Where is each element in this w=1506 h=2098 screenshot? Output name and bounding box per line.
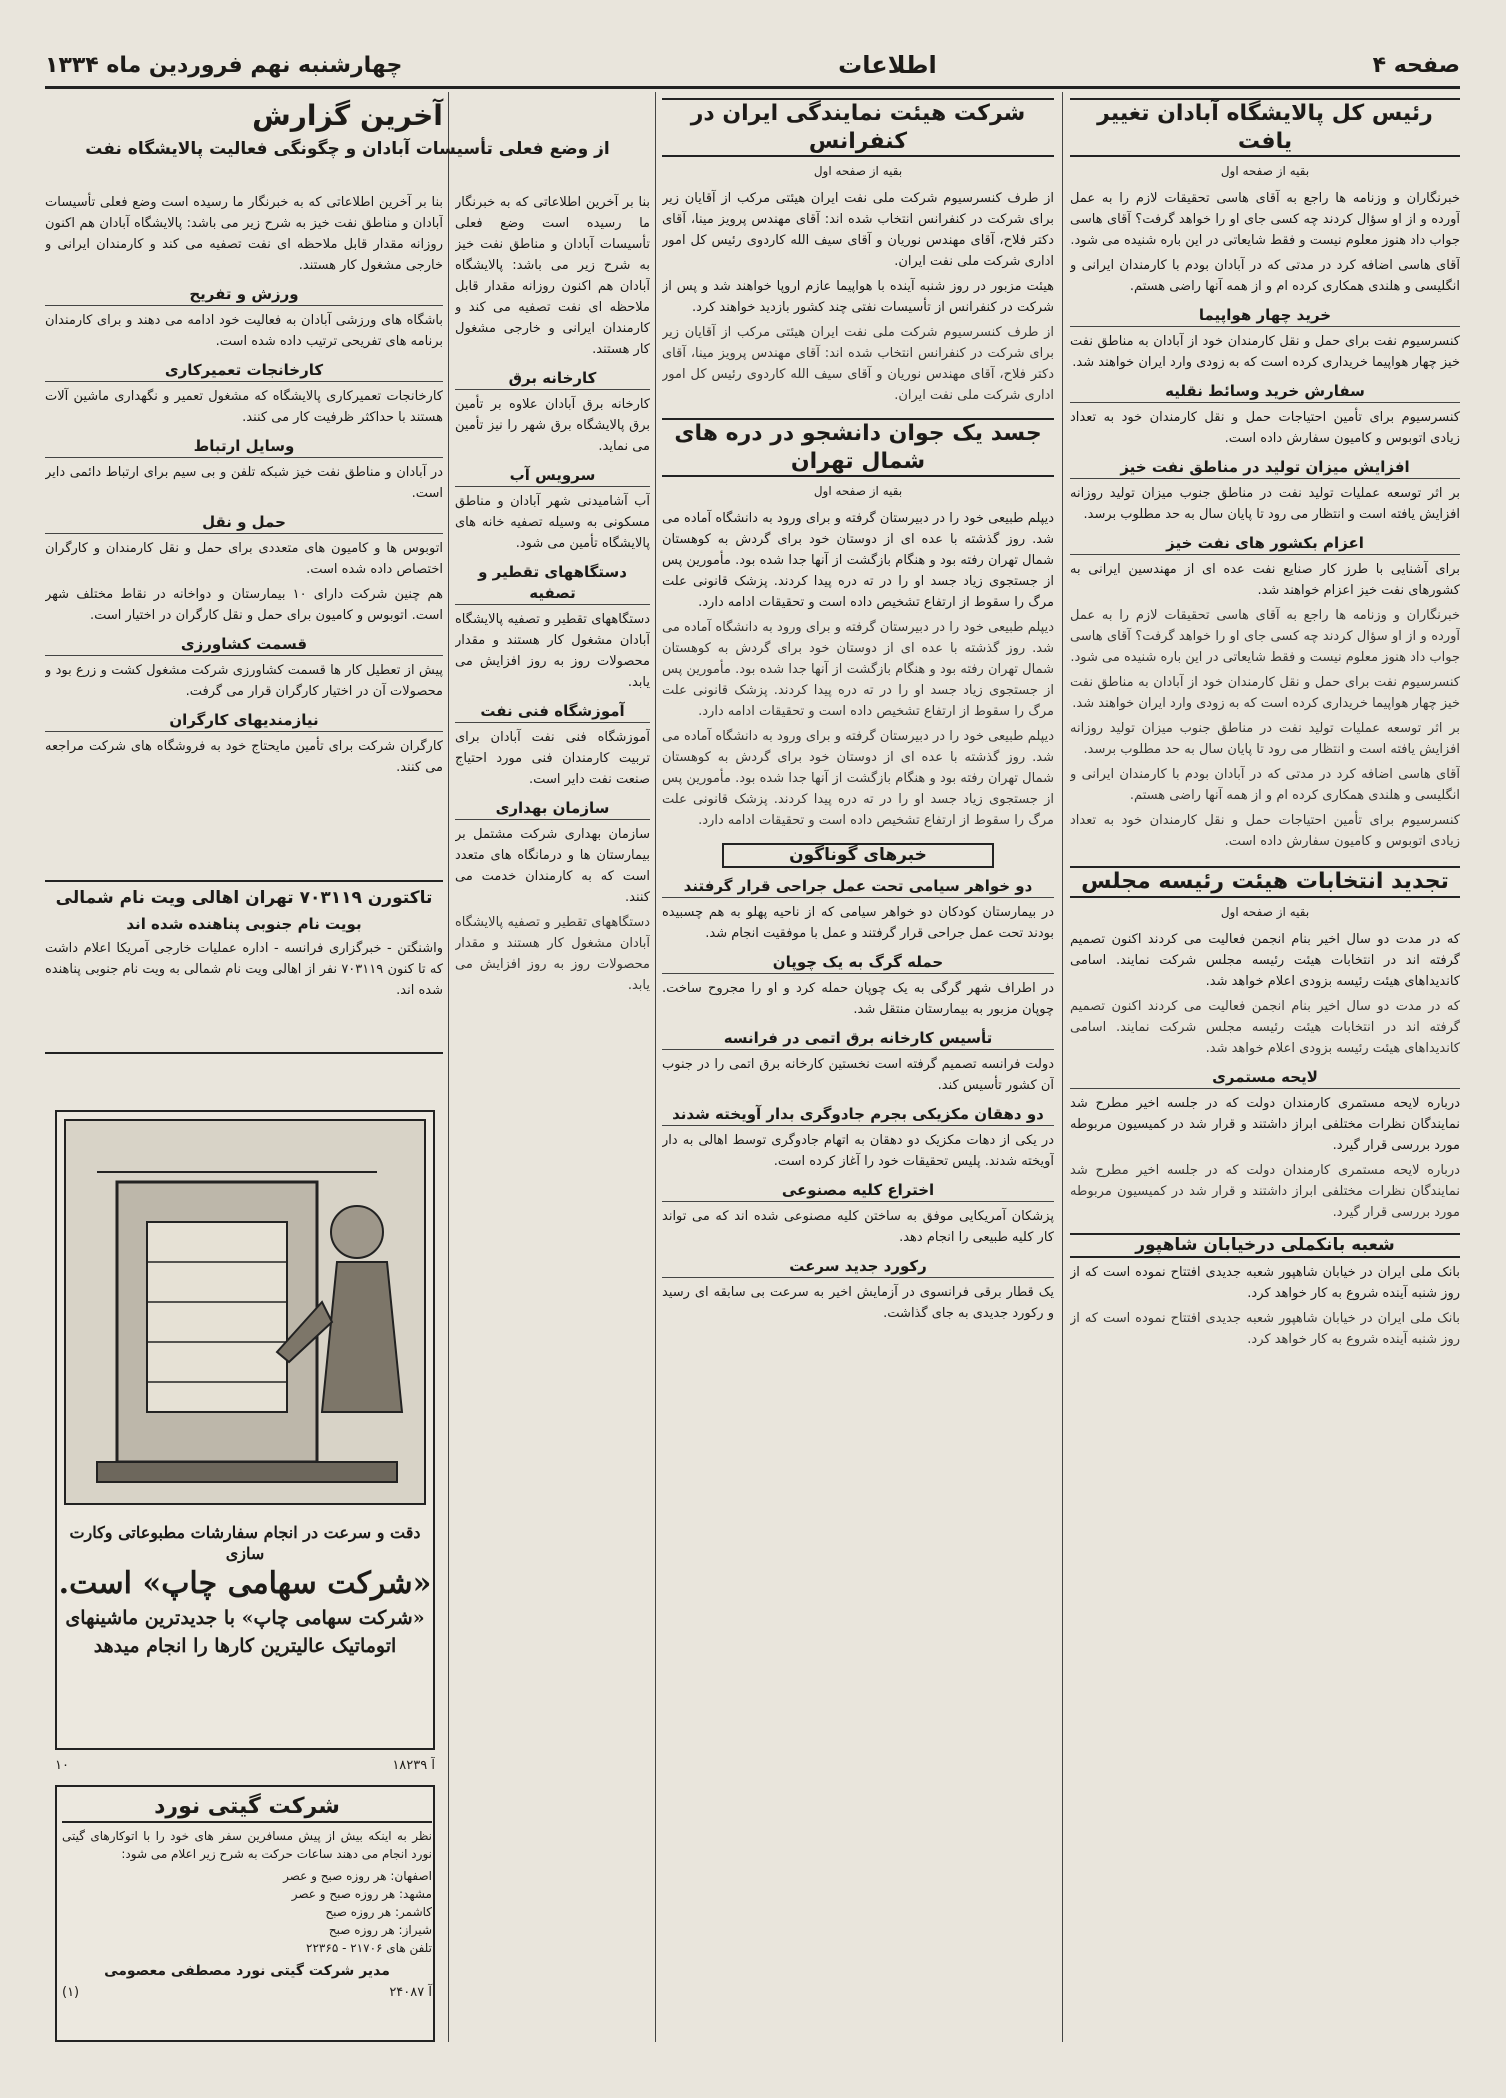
ad-code: آ ۱۸۲۳۹ xyxy=(392,1758,435,1773)
giti-navard-ad xyxy=(55,1785,435,2042)
article-text: در آبادان و مناطق نفت خیز شبکه تلفن و بی سیم برای ارتباط دائمی دایر است. xyxy=(45,465,443,501)
header-rule xyxy=(45,86,1460,89)
ad-text-block xyxy=(57,1516,433,1660)
ad-line: دقت و سرعت در انجام سفارشات مطبوعاتی وکارت سازی xyxy=(69,1523,421,1563)
article-text: از طرف کنسرسیوم شرکت ملی نفت ایران هیئتی مرکب از آقایان زیر برای شرکت در کنفرانس انتخاب شده اند: آقای مهندس پرویز مینا، آقای دکتر فلاح، آقای مهندس نوریان و آقای سیف الله کاردوی رئیس کل امور اداری شرکت ملی نفت ایران. xyxy=(662,191,1054,269)
article-text: که در مدت دو سال اخیر بنام انجمن فعالیت می کردند اکنون تصمیم گرفته اند در انتخابات هیئت رئیسه مجلس شرکت نمایند. اسامی کاندیداهای هیئت رئیسه بزودی اعلام خواهد شد. xyxy=(1070,931,1460,989)
article-text: دیپلم طبیعی خود را در دبیرستان گرفته و برای ورود به دانشگاه آماده می شد. روز گذشته با عده ای از دوستان خود برای گردش به کوهستان شمال تهران رفته بود و هنگام بازگشت از آنها جدا شده بود. مأمورین پس از جستجوی زیاد جسد او را در ته دره پیدا کردند. پزشک قانونی علت مرگ را سقوط از ارتفاع تشخیص داده است و تحقیقات ادامه دارد. xyxy=(662,729,1054,828)
article-headline: شعبه بانکملی درخیابان شاهپور xyxy=(1070,1233,1460,1258)
news-item-title: تأسیس کارخانه برق اتمی در فرانسه xyxy=(662,1028,1054,1050)
report-headline: آخرین گزارش xyxy=(252,99,443,132)
issue-date: چهارشنبه نهم فروردین ماه ۱۳۳۴ xyxy=(45,52,403,78)
column-divider xyxy=(448,92,449,2042)
news-item-title: اختراع کلیه مصنوعی xyxy=(662,1180,1054,1202)
section-heading: کارخانجات تعمیرکاری xyxy=(45,360,443,382)
ad-code-row xyxy=(55,1755,435,1779)
section-heading: قسمت کشاورزی xyxy=(45,634,443,656)
ad-line: «شرکت سهامی چاپ» با جدیدترین ماشینهای xyxy=(65,1607,425,1629)
article-text: که در مدت دو سال اخیر بنام انجمن فعالیت می کردند اکنون تصمیم گرفته اند در انتخابات هیئت رئیسه مجلس شرکت نمایند. اسامی کاندیداهای هیئت رئیسه بزودی اعلام خواهد شد. xyxy=(1070,998,1460,1056)
article-text: کنسرسیوم نفت برای حمل و نقل کارمندان خود از آبادان به مناطق نفت خیز چهار هواپیما خریداری کرده است که به زودی وارد ایران خواهند شد. xyxy=(1070,334,1460,370)
section-heading: خرید چهار هواپیما xyxy=(1070,305,1460,327)
article-text: برای آشنایی با طرز کار صنایع نفت عده ای از مهندسین ایرانی به کشورهای نفت خیز اعزام خواهند شد. xyxy=(1070,562,1460,598)
column-right xyxy=(1070,92,1460,2042)
article-text: باشگاه های ورزشی آبادان به فعالیت خود ادامه می دهند و برای کارمندان برنامه های تفریحی ترتیب داده شده است. xyxy=(45,313,443,349)
section-heading: اعزام بکشور های نفت خیز xyxy=(1070,533,1460,555)
news-item-title: دو خواهر سیامی تحت عمل جراحی قرار گرفتند xyxy=(662,876,1054,898)
article-text: آقای هاسی اضافه کرد در مدتی که در آبادان بودم با کارمندان ایرانی و انگلیسی و هلندی همکاری کرده ام و از همه آنها راضی هستم. xyxy=(1070,767,1460,803)
section-heading: لایحه مستمری xyxy=(1070,1067,1460,1089)
section-heading: افزایش میزان تولید در مناطق نفت خیز xyxy=(1070,457,1460,479)
article-headline: جسد یک جوان دانشجو در دره های شمال تهران xyxy=(662,418,1054,477)
article-text: کارگران شرکت برای تأمین مایحتاج خود به فروشگاه های شرکت مراجعه می کنند. xyxy=(45,739,443,775)
news-item-title: حمله گرگ به یک چوپان xyxy=(662,952,1054,974)
ad-text: نظر به اینکه بیش از پیش مسافرین سفر های خود را با اتوکارهای گیتی نورد انجام می دهند ساعات حرکت به شرح زیر اعلام می شود: xyxy=(62,1828,432,1861)
column-center-left xyxy=(455,192,650,2042)
ad-title: شرکت گیتی نورد xyxy=(62,1793,432,1823)
article-text: بر اثر توسعه عملیات تولید نفت در مناطق جنوب میزان تولید روزانه افزایش یافته است و انتظار می رود تا پایان سال به حد مطلوب برسد. xyxy=(1070,721,1460,757)
ad-signature: مدیر شرکت گیتی نورد مصطفی معصومی xyxy=(104,1962,390,1979)
column-divider xyxy=(655,92,656,2042)
section-heading: وسایل ارتباط xyxy=(45,436,443,458)
article-headline: تجدید انتخابات هیئت رئیسه مجلس xyxy=(1070,866,1460,898)
newspaper-name: اطلاعات xyxy=(838,51,937,79)
ad-code-row xyxy=(62,1982,432,2003)
news-item-text: یک قطار برقی فرانسوی در آزمایش اخیر به سرعت بی سابقه ای رسید و رکورد جدیدی به جای گذاشت. xyxy=(662,1285,1054,1322)
ad-text-block xyxy=(57,1787,437,2003)
column-center xyxy=(662,92,1054,2042)
article-text: بانک ملی ایران در خیابان شاهپور شعبه جدیدی افتتاح نموده است که از روز شنبه آینده شروع به کار خواهد کرد. xyxy=(1070,1310,1460,1347)
news-item-title: رکورد جدید سرعت xyxy=(662,1256,1054,1278)
section-heading: حمل و نقل xyxy=(45,512,443,534)
article-text: کارخانه برق آبادان علاوه بر تأمین برق پالایشگاه برق شهر را نیز تأمین می نماید. xyxy=(455,397,650,454)
news-item-title: دو دهقان مکزیکی بجرم جادوگری بدار آویخته شدند xyxy=(662,1104,1054,1126)
section-heading: آموزشگاه فنی نفت xyxy=(455,701,650,723)
article-continued: بقیه از صفحه اول xyxy=(813,164,903,178)
ad-line: اتوماتیک عالیترین کارها را انجام میدهد xyxy=(93,1635,397,1657)
ad-schedule-line: مشهد: هر روزه صبح و عصر xyxy=(291,1886,432,1901)
news-item-text: پزشکان آمریکایی موفق به ساختن کلیه مصنوعی شده اند که می تواند کار کلیه طبیعی را انجام دهد. xyxy=(662,1209,1054,1246)
printing-press-illustration xyxy=(57,1112,433,1512)
section-heading: کارخانه برق xyxy=(455,368,650,390)
article-text: هم چنین شرکت دارای ۱۰ بیمارستان و دواخانه در نقاط مختلف شهر است. اتوبوس و کامیون برای حمل و نقل کارگران در اختیار است. xyxy=(45,587,443,623)
article-text: خبرنگاران و وزنامه ها راجع به آقای هاسی تحقیقات لازم را به عمل آورده و از او سؤال کردند چه کسی جای او را خواهد گرفت؟ آقای هاسی جواب داد هنوز معلوم نیست و فقط شایعاتی در این باره شنیده می شود. xyxy=(1070,608,1460,665)
vietnam-news-box xyxy=(45,880,443,1054)
ad-phone-line: تلفن های ۲۱۷۰۶ - ۲۲۳۶۵ xyxy=(306,1940,432,1955)
column-left xyxy=(45,192,443,852)
section-heading: ورزش و تفریح xyxy=(45,284,443,306)
ad-number: (۱) xyxy=(62,1984,80,2000)
news-text: واشنگتن - خبرگزاری فرانسه - اداره عملیات خارجی آمریکا اعلام داشت که تا کنون ۷۰۳۱۱۹ نفر از اهالی ویت نام شمالی به ویت نام جنوبی پناهنده شده اند. xyxy=(45,941,443,998)
page-header xyxy=(45,45,1460,85)
article-text: هیئت مزبور در روز شنبه آینده با هواپیما عازم اروپا خواهند شد و پس از شرکت در کنفرانس از تأسیسات نفتی چند کشور بازدید خواهند کرد. xyxy=(662,279,1054,315)
article-headline: شرکت هیئت نمایندگی ایران در کنفرانس xyxy=(662,98,1054,157)
article-text: آب آشامیدنی شهر آبادان و مناطق مسکونی به وسیله تصفیه خانه های پالایشگاه تأمین می شود. xyxy=(455,494,650,551)
ad-schedule-line: شیراز: هر روزه صبح xyxy=(328,1922,432,1937)
article-text: دستگاههای تقطیر و تصفیه پالایشگاه آبادان مشغول کار هستند و مقدار محصولات روز به روز افزایش می یابد. xyxy=(455,612,650,690)
article-text: درباره لایحه مستمری کارمندان دولت که در جلسه اخیر مطرح شد نمایندگان نظرات مختلفی ابراز داشتند و قرار شد در کمیسیون مربوطه مورد بررسی قرار گیرد. xyxy=(1070,1095,1460,1153)
news-item-text: در اطراف شهر گرگی به یک چوپان حمله کرد و او را مجروح ساخت. چوپان مزبور به بیمارستان منتقل شد. xyxy=(662,981,1054,1018)
article-text: از طرف کنسرسیوم شرکت ملی نفت ایران هیئتی مرکب از آقایان زیر برای شرکت در کنفرانس انتخاب شده اند: آقای مهندس پرویز مینا، آقای دکتر فلاح، آقای مهندس نوریان و آقای سیف الله کاردوی رئیس کل امور اداری شرکت ملی نفت ایران. xyxy=(662,325,1054,403)
printing-company-ad xyxy=(55,1110,435,1750)
news-headline: تاکتورن ۷۰۳۱۱۹ تهران اهالی ویت نام شمالی xyxy=(55,888,433,908)
article-text: کارخانجات تعمیرکاری پالایشگاه که مشغول تعمیر و نگهداری ماشین آلات هستند با حداکثر ظرفیت کار می کنند. xyxy=(45,389,443,425)
report-subheadline: از وضع فعلی تأسیسات آبادان و چگونگی فعالیت پالایشگاه نفت xyxy=(85,139,610,159)
article-text: دیپلم طبیعی خود را در دبیرستان گرفته و برای ورود به دانشگاه آماده می شد. روز گذشته با عده ای از دوستان خود برای گردش به کوهستان شمال تهران رفته بود و هنگام بازگشت از آنها جدا شده بود. مأمورین پس از جستجوی زیاد جسد او را در ته دره پیدا کردند. پزشک قانونی علت مرگ را سقوط از ارتفاع تشخیص داده است و تحقیقات ادامه دارد. xyxy=(662,620,1054,719)
article-text: بنا بر آخرین اطلاعاتی که به خبرنگار ما رسیده است وضع فعلی تأسیسات آبادان و مناطق نفت خیز به شرح زیر می باشد: پالایشگاه آبادان هم اکنون روزانه مقدار قابل ملاحظه ای نفت تصفیه می کند و کارمندان ایرانی و خارجی مشغول کار هستند. xyxy=(45,195,443,273)
article-text: پیش از تعطیل کار ها قسمت کشاورزی شرکت مشغول کشت و زرع بود و محصولات آن در اختیار کارگران قرار می گرفت. xyxy=(45,663,443,699)
article-text: کنسرسیوم برای تأمین احتیاجات حمل و نقل کارمندان خود به تعداد زیادی اتوبوس و کامیون سفارش داده است. xyxy=(1070,813,1460,849)
news-item-text: در یکی از دهات مکزیک دو دهقان به اتهام جادوگری توسط اهالی به دار آویخته شدند. پلیس تحقیقات خود را آغاز کرده است. xyxy=(662,1133,1054,1170)
article-text: کنسرسیوم نفت برای حمل و نقل کارمندان خود از آبادان به مناطق نفت خیز چهار هواپیما خریداری کرده است که به زودی وارد ایران خواهند شد. xyxy=(1070,675,1460,711)
article-text: آقای هاسی اضافه کرد در مدتی که در آبادان بودم با کارمندان ایرانی و انگلیسی و هلندی همکاری کرده ام و از همه آنها راضی هستم. xyxy=(1070,258,1460,294)
article-text: بنا بر آخرین اطلاعاتی که به خبرنگار ما رسیده است وضع فعلی تأسیسات آبادان و مناطق نفت خیز به شرح زیر می باشد: پالایشگاه آبادان هم اکنون روزانه مقدار قابل ملاحظه ای نفت تصفیه می کند و کارمندان ایرانی و خارجی مشغول کار هستند. xyxy=(455,195,650,357)
article-text: بر اثر توسعه عملیات تولید نفت در مناطق جنوب میزان تولید روزانه افزایش یافته است و انتظار می رود تا پایان سال به حد مطلوب برسد. xyxy=(1070,486,1460,522)
section-heading: سازمان بهداری xyxy=(455,798,650,820)
report-headline-block xyxy=(45,92,650,192)
article-text: بانک ملی ایران در خیابان شاهپور شعبه جدیدی افتتاح نموده است که از روز شنبه آینده شروع به کار خواهد کرد. xyxy=(1070,1264,1460,1301)
news-subheadline: بویت نام جنوبی پناهنده شده اند xyxy=(126,915,362,934)
article-text: درباره لایحه مستمری کارمندان دولت که در جلسه اخیر مطرح شد نمایندگان نظرات مختلفی ابراز داشتند و قرار شد در کمیسیون مربوطه مورد بررسی قرار گیرد. xyxy=(1070,1162,1460,1220)
ad-brand: «شرکت سهامی چاپ» است. xyxy=(58,1566,432,1601)
ad-code: آ ۲۴۰۸۷ xyxy=(389,1984,432,2000)
column-divider xyxy=(1062,92,1063,2042)
section-heading: نیازمندیهای کارگران xyxy=(45,710,443,732)
article-text: آموزشگاه فنی نفت آبادان برای تربیت کارمندان فنی مورد احتیاج صنعت نفت دایر است. xyxy=(455,730,650,787)
ad-page-number: ۱۰ xyxy=(55,1758,69,1773)
page-number: صفحه ۴ xyxy=(1372,52,1460,78)
news-box-title: خبرهای گوناگون xyxy=(722,843,994,868)
article-continued: بقیه از صفحه اول xyxy=(1220,904,1310,919)
article-text: اتوبوس ها و کامیون های متعددی برای حمل و نقل کارمندان و کارگران اختصاص داده شده است. xyxy=(45,541,443,577)
news-item-text: دولت فرانسه تصمیم گرفته است نخستین کارخانه برق اتمی را در جنوب آن کشور تأسیس کند. xyxy=(662,1057,1054,1094)
article-continued: بقیه از صفحه اول xyxy=(813,484,903,498)
article-text: کنسرسیوم برای تأمین احتیاجات حمل و نقل کارمندان خود به تعداد زیادی اتوبوس و کامیون سفارش داده است. xyxy=(1070,410,1460,446)
section-heading: سرویس آب xyxy=(455,465,650,487)
ad-schedule-line: اصفهان: هر روزه صبح و عصر xyxy=(283,1868,432,1883)
news-item-text: در بیمارستان کودکان دو خواهر سیامی که از ناحیه پهلو به هم چسبیده بودند تحت عمل جراحی قرار گرفتند و عمل با موفقیت انجام شد. xyxy=(662,905,1054,942)
article-text: خبرنگاران و وزنامه ها راجع به آقای هاسی تحقیقات لازم را به عمل آورده و از او سؤال کردند چه کسی جای او را خواهد گرفت؟ آقای هاسی جواب داد هنوز معلوم نیست و فقط شایعاتی در این باره شنیده می شود. xyxy=(1070,191,1460,248)
article-text: دستگاههای تقطیر و تصفیه پالایشگاه آبادان مشغول کار هستند و مقدار محصولات روز به روز افزایش می یابد. xyxy=(455,915,650,993)
section-heading: سفارش خرید وسائط نقلیه xyxy=(1070,381,1460,403)
article-continued: بقیه از صفحه اول xyxy=(1220,164,1310,178)
section-heading: دستگاههای تقطیر و تصفیه xyxy=(455,562,650,605)
article-text: سازمان بهداری شرکت مشتمل بر بیمارستان ها و درمانگاه های متعدد است که به کارمندان خدمت می کنند. xyxy=(455,827,650,905)
article-headline: رئیس کل پالایشگاه آبادان تغییر یافت xyxy=(1070,98,1460,157)
ad-schedule-line: کاشمر: هر روزه صبح xyxy=(325,1904,432,1919)
article-text: دیپلم طبیعی خود را در دبیرستان گرفته و برای ورود به دانشگاه آماده می شد. روز گذشته با عده ای از دوستان خود برای گردش به کوهستان شمال تهران رفته بود و هنگام بازگشت از آنها جدا شده بود. مأمورین پس از جستجوی زیاد جسد او را در ته دره پیدا کردند. پزشک قانونی علت مرگ را سقوط از ارتفاع تشخیص داده است و تحقیقات ادامه دارد. xyxy=(662,511,1054,610)
